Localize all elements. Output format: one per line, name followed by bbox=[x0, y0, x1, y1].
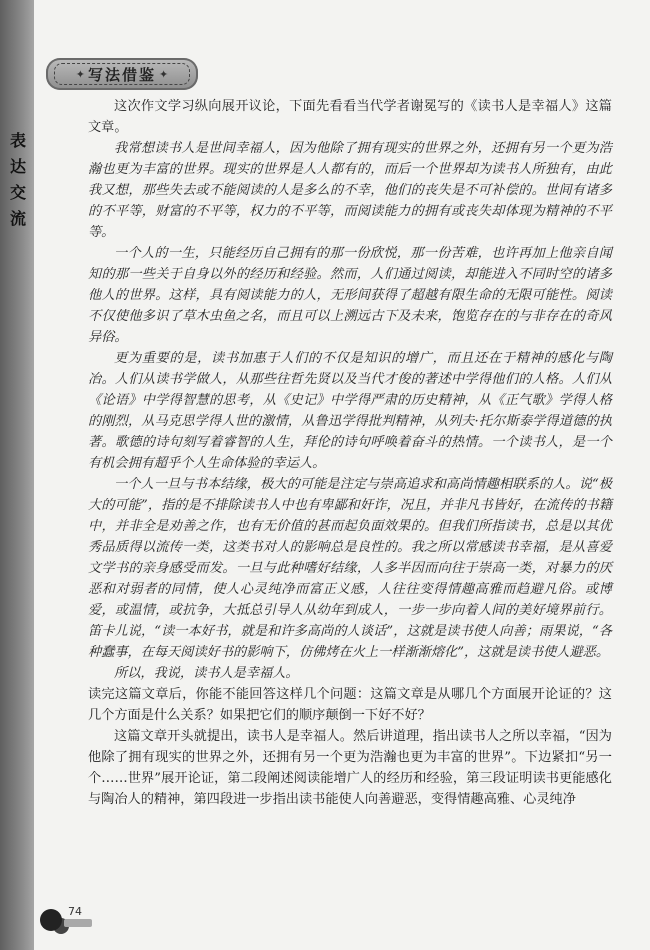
intro-paragraph: 这次作文学习纵向展开议论，下面先看看当代学者谢冕写的《读书人是幸福人》这篇文章。 bbox=[88, 99, 612, 135]
essay-paragraph-1: 我常想读书人是世间幸福人，因为他除了拥有现实的世界之外，还拥有另一个更为浩瀚也更为丰富的世界。现实的世界是人人都有的，而后一个世界却为读书人所独有，由此我又想，那些失去或不能阅读的人是多么的不幸，他们的丧失是不可补偿的。世间有诸多的不平等，财富的不平等，权力的不平等，而阅读能力的拥有或丧失却体现为精神的不平等。 bbox=[88, 141, 612, 240]
essay-paragraph-5: 所以，我说，读书人是幸福人。 bbox=[114, 666, 299, 681]
essay-paragraph-2: 一个人的一生，只能经历自己拥有的那一份欣悦，那一份苦难，也许再加上他亲自闻知的那一些关于自身以外的经历和经验。然而，人们通过阅读，却能进入不同时空的诸多他人的世界。这样，具有阅读能力的人，无形间获得了超越有限生命的无限可能性。阅读不仅使他多识了草木虫鱼之名，而且可以上溯远古下及未来，饱览存在的与非存在的奇风异俗。 bbox=[88, 246, 612, 345]
banner-title: 写法借鉴 bbox=[87, 65, 156, 84]
footer-ornament-icon bbox=[40, 909, 62, 931]
body-text bbox=[88, 96, 612, 810]
star-ornament-icon: ✦ bbox=[159, 67, 169, 81]
essay-paragraph-4: 一个人一旦与书本结缘，极大的可能是注定与崇高追求和高尚情趣相联系的人。说“极大的可能”，指的是不排除读书人中也有卑鄙和奸诈，况且，并非凡书皆好，在流传的书籍中，并非全是劝善之作，也有无价值的甚而起负面效果的。但我们所指读书，总是以其优秀品质得以流传一类，这类书对人的影响总是良性的。我之所以常感读书幸福，是从喜爱文学书的亲身感受而发。一旦与此种嗜好结缘，人多半因而向往于崇高一类，对暴力的厌恶和对弱者的同情，使人心灵纯净而富正义感，人往往变得情趣高雅而趋避凡俗。或博爱，或温情，或抗争，大抵总引导人从幼年到成人，一步一步向着人间的美好境界前行。笛卡儿说，“读一本好书，就是和许多高尚的人谈话”，这就是读书使人向善；雨果说，“各种蠢事，在每天阅读好书的影响下，仿佛烤在火上一样渐渐熔化”，这就是读书使人避恶。 bbox=[88, 477, 612, 660]
banner-frame bbox=[54, 63, 190, 85]
essay-paragraph-3: 更为重要的是，读书加惠于人们的不仅是知识的增广，而且还在于精神的感化与陶冶。人们从读书学做人，从那些往哲先贤以及当代才俊的著述中学得他们的人格。人们从《论语》中学得智慧的思考，从《史记》中学得严肃的历史精神，从《正气歌》学得人格的刚烈，从马克思学得人世的激情，从鲁迅学得批判精神，从列夫·托尔斯泰学得道德的执著。歌德的诗句刻写着睿智的人生，拜伦的诗句呼唤着奋斗的热情。一个读书人，是一个有机会拥有超乎个人生命体验的幸运人。 bbox=[88, 351, 612, 471]
section-banner bbox=[46, 58, 198, 90]
page-number: 74 bbox=[68, 905, 82, 918]
page-tab-decoration bbox=[64, 919, 92, 927]
question-paragraph: 读完这篇文章后，你能不能回答这样几个问题：这篇文章是从哪几个方面展开论证的？这几个方面是什么关系？如果把它们的顺序颠倒一下好不好？ bbox=[88, 687, 612, 723]
side-strip bbox=[0, 0, 34, 950]
analysis-paragraph: 这篇文章开头就提出，读书人是幸福人。然后讲道理，指出读书人之所以幸福，“因为他除了拥有现实的世界之外，还拥有另一个更为浩瀚也更为丰富的世界”。下边紧扣“另一个……世界”展开论证，第二段阐述阅读能增广人的经历和经验，第三段证明读书更能感化与陶冶人的精神，第四段进一步指出读书能使人向善避恶，变得情趣高雅、心灵纯净 bbox=[88, 729, 612, 807]
star-ornament-icon: ✦ bbox=[75, 67, 85, 81]
section-label: 表达交流 bbox=[9, 131, 26, 228]
